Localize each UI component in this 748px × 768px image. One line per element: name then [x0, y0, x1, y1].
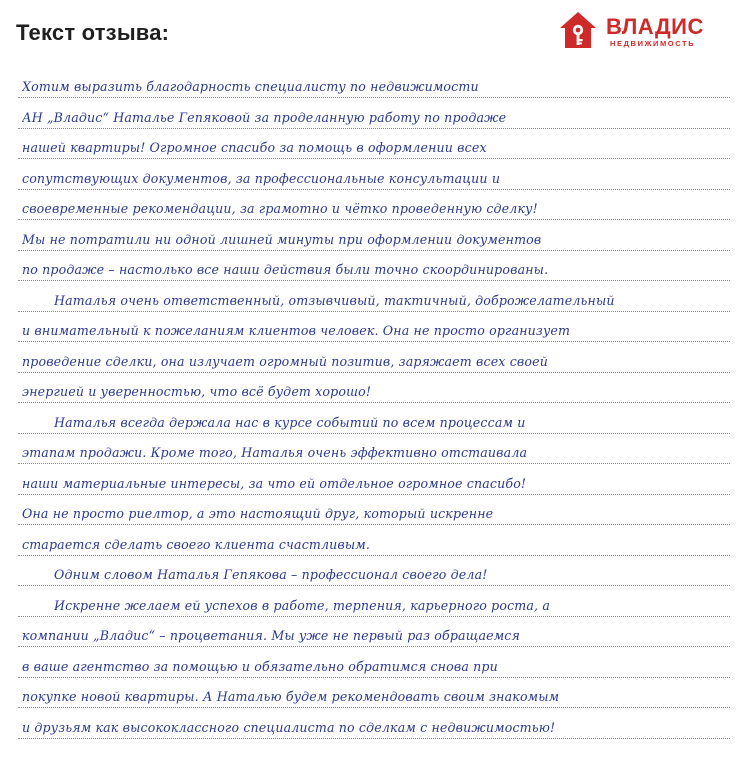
review-line: [18, 526, 730, 556]
review-line-text: энергией и уверенностью, что всё будет хорошо!: [22, 384, 372, 399]
review-line: [18, 99, 730, 129]
review-line: [18, 465, 730, 495]
logo-name: ВЛАДИС: [606, 14, 704, 39]
review-line-text: Хотим выразить благодарность специалисту по недвижимости: [22, 79, 479, 94]
review-line-text: сопутствующих документов, за профессиональные консультации и: [22, 170, 501, 186]
review-line: [18, 190, 730, 220]
review-line-text: старается сделать своего клиента счастливым.: [22, 536, 371, 552]
review-line: [18, 678, 730, 708]
review-line: [18, 556, 730, 586]
review-line: [18, 129, 730, 159]
review-line: [18, 434, 730, 464]
review-line: [18, 68, 730, 98]
review-line-text: компании „Владис“ – процветания. Мы уже не первый раз обращаемся: [22, 628, 520, 643]
vladis-logo: [558, 10, 738, 50]
review-line: [18, 617, 730, 647]
review-line-text: Наталья всегда держала нас в курсе событий по всем процессам и: [54, 414, 526, 430]
review-line: [18, 404, 730, 434]
review-line: [18, 495, 730, 525]
logo-subtitle: НЕДВИЖИМОСТЬ: [610, 39, 696, 48]
review-line: [18, 648, 730, 678]
page-header: [0, 0, 748, 64]
review-line-text: Наталья очень ответственный, отзывчивый, тактичный, доброжелательный: [54, 292, 615, 308]
review-line-text: и внимательный к пожеланиям клиентов человек. Она не просто организует: [22, 323, 571, 338]
review-line-text: покупке новой квартиры. А Наталью будем рекомендовать своим знакомым: [22, 689, 560, 704]
review-line-text: этапам продажи. Кроме того, Наталья очень эффективно отстаивала: [22, 445, 528, 460]
review-line-text: АН „Владис“ Наталье Гепяковой за проделанную работу по продаже: [22, 109, 507, 125]
house-key-icon: [558, 10, 598, 50]
review-line-text: Она не просто риелтор, а это настоящий друг, который искренне: [22, 506, 494, 521]
review-line: [18, 587, 730, 617]
review-line-text: по продаже – настолько все наши действия были точно скоординированы.: [22, 262, 549, 277]
page-title: Текст отзыва:: [16, 20, 170, 45]
review-line-text: Одним словом Наталья Гепякова – профессионал своего дела!: [54, 567, 488, 582]
review-line-text: наши материальные интересы, за что ей отдельное огромное спасибо!: [22, 475, 527, 491]
review-line-text: и друзьям как высококлассного специалиста по сделкам с недвижимостью!: [22, 719, 556, 735]
review-line-text: проведение сделки, она излучает огромный позитив, заряжает всех своей: [22, 353, 548, 369]
review-line-text: Искренне желаем ей успехов в работе, терпения, карьерного роста, а: [54, 597, 551, 613]
review-line-text: Мы не потратили ни одной лишней минуты при оформлении документов: [22, 231, 542, 247]
review-line-text: своевременные рекомендации, за грамотно и чётко проведенную сделку!: [22, 201, 538, 216]
review-line: [18, 709, 730, 739]
review-line: [18, 343, 730, 373]
review-line-text: нашей квартиры! Огромное спасибо за помощь в оформлении всех: [22, 140, 487, 155]
review-text: [18, 66, 730, 756]
review-line: [18, 373, 730, 403]
review-line: [18, 160, 730, 190]
review-line-text: в ваше агентство за помощью и обязательно обратимся снова при: [22, 658, 498, 674]
review-line: [18, 312, 730, 342]
review-line: [18, 251, 730, 281]
review-line: [18, 221, 730, 251]
review-line: [18, 282, 730, 312]
